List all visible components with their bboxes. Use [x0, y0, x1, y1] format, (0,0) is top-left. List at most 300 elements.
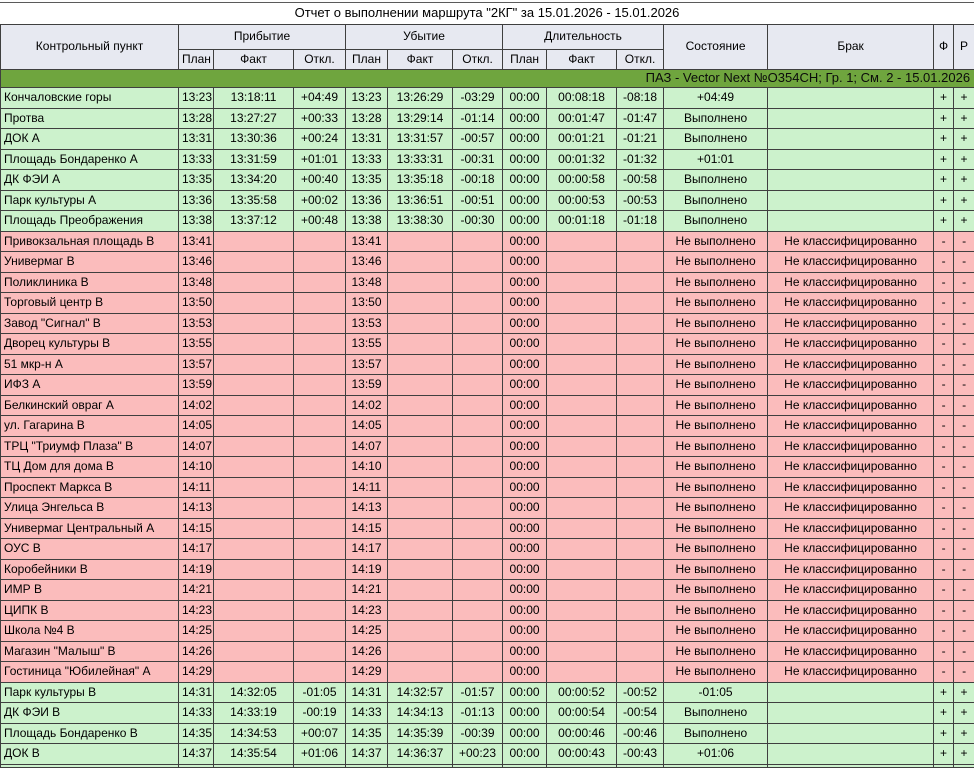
cell-departure-fact [388, 457, 453, 478]
cell-departure-fact: 13:31:57 [388, 129, 453, 150]
cell-departure-plan: 14:02 [346, 395, 388, 416]
cell-arrival-plan: 14:10 [179, 457, 214, 478]
cell-control-point: Магазин "Малыш" В [1, 641, 179, 662]
cell-control-point: Завод "Сигнал" В [1, 313, 179, 334]
cell-duration-plan: 00:00 [503, 703, 547, 724]
cell-departure-dev [453, 252, 503, 273]
cell-duration-fact [547, 252, 617, 273]
cell-duration-plan: 00:00 [503, 416, 547, 437]
cell-departure-fact [388, 662, 453, 683]
cell-duration-plan: 00:00 [503, 744, 547, 765]
cell-defect [768, 149, 934, 170]
cell-defect: Не классифицированно [768, 436, 934, 457]
table-row [1, 539, 974, 560]
cell-departure-plan: 14:17 [346, 539, 388, 560]
cell-p: - [954, 641, 974, 662]
cell-arrival-plan: 13:31 [179, 129, 214, 150]
cell-arrival-fact: 13:31:59 [214, 149, 294, 170]
cell-departure-fact: 13:36:51 [388, 190, 453, 211]
cell-partial [453, 764, 503, 767]
cell-control-point: ИМР В [1, 580, 179, 601]
cell-partial [954, 764, 974, 767]
cell-status: Не выполнено [664, 539, 768, 560]
cell-duration-dev [617, 477, 664, 498]
cell-duration-dev: -01:18 [617, 211, 664, 232]
cell-duration-fact [547, 334, 617, 355]
cell-arrival-plan: 13:48 [179, 272, 214, 293]
cell-duration-plan: 00:00 [503, 436, 547, 457]
cell-duration-dev [617, 580, 664, 601]
cell-duration-fact [547, 272, 617, 293]
cell-duration-fact [547, 457, 617, 478]
cell-duration-fact [547, 293, 617, 314]
cell-duration-dev [617, 600, 664, 621]
col-header-arrival-plan: План [179, 50, 214, 70]
cell-arrival-dev [294, 539, 346, 560]
cell-p: - [954, 457, 974, 478]
table-row [1, 211, 974, 232]
cell-arrival-dev [294, 580, 346, 601]
cell-departure-plan: 14:11 [346, 477, 388, 498]
cell-departure-plan: 14:15 [346, 518, 388, 539]
cell-control-point: Дворец культуры В [1, 334, 179, 355]
cell-status: Не выполнено [664, 354, 768, 375]
cell-departure-dev: -00:57 [453, 129, 503, 150]
cell-arrival-fact [214, 436, 294, 457]
cell-f: - [934, 539, 954, 560]
cell-arrival-plan: 13:57 [179, 354, 214, 375]
cell-arrival-dev: +00:02 [294, 190, 346, 211]
cell-p: + [954, 744, 974, 765]
header-group-row [1, 25, 974, 50]
cell-arrival-dev: +00:33 [294, 108, 346, 129]
cell-partial [388, 764, 453, 767]
cell-departure-dev [453, 600, 503, 621]
cell-f: - [934, 641, 954, 662]
cell-arrival-fact [214, 559, 294, 580]
cell-departure-plan: 14:26 [346, 641, 388, 662]
col-header-f: Ф [934, 25, 954, 70]
cell-duration-dev: -00:52 [617, 682, 664, 703]
col-header-duration: Длительность [503, 25, 664, 50]
cell-arrival-fact [214, 498, 294, 519]
cell-arrival-fact [214, 334, 294, 355]
cell-status: Не выполнено [664, 395, 768, 416]
cell-duration-plan: 00:00 [503, 539, 547, 560]
cell-arrival-dev: +01:01 [294, 149, 346, 170]
cell-departure-plan: 14:13 [346, 498, 388, 519]
cell-arrival-dev: -01:05 [294, 682, 346, 703]
cell-f: - [934, 416, 954, 437]
cell-defect [768, 170, 934, 191]
cell-defect: Не классифицированно [768, 334, 934, 355]
cell-p: - [954, 293, 974, 314]
cell-duration-plan: 00:00 [503, 293, 547, 314]
cell-arrival-plan: 14:21 [179, 580, 214, 601]
cell-arrival-plan: 13:41 [179, 231, 214, 252]
cell-arrival-fact: 13:18:11 [214, 88, 294, 109]
cell-defect [768, 744, 934, 765]
cell-departure-fact [388, 436, 453, 457]
cell-arrival-dev [294, 477, 346, 498]
cell-duration-plan: 00:00 [503, 498, 547, 519]
table-row [1, 334, 974, 355]
cell-duration-dev: -08:18 [617, 88, 664, 109]
table-row [1, 641, 974, 662]
cell-departure-plan: 14:21 [346, 580, 388, 601]
cell-f: - [934, 662, 954, 683]
table-row [1, 231, 974, 252]
cell-departure-plan: 13:59 [346, 375, 388, 396]
cell-defect: Не классифицированно [768, 518, 934, 539]
cell-duration-fact: 00:00:54 [547, 703, 617, 724]
table-row [1, 436, 974, 457]
cell-control-point: Проспект Маркса В [1, 477, 179, 498]
cell-duration-fact: 00:01:18 [547, 211, 617, 232]
cell-departure-fact: 13:38:30 [388, 211, 453, 232]
cell-departure-fact [388, 559, 453, 580]
cell-duration-dev [617, 395, 664, 416]
cell-defect [768, 88, 934, 109]
cell-control-point: Улица Энгельса В [1, 498, 179, 519]
cell-arrival-dev: +00:40 [294, 170, 346, 191]
cell-status: Не выполнено [664, 498, 768, 519]
table-row [1, 416, 974, 437]
cell-defect [768, 723, 934, 744]
cell-departure-dev: -00:18 [453, 170, 503, 191]
cell-defect [768, 129, 934, 150]
cell-f: - [934, 293, 954, 314]
cell-f: - [934, 334, 954, 355]
cell-p: - [954, 252, 974, 273]
cell-p: - [954, 559, 974, 580]
cell-p: - [954, 518, 974, 539]
cell-f: - [934, 354, 954, 375]
cell-arrival-fact: 14:34:53 [214, 723, 294, 744]
cell-duration-fact [547, 436, 617, 457]
cell-arrival-plan: 14:05 [179, 416, 214, 437]
cell-status: Не выполнено [664, 252, 768, 273]
cell-status: Выполнено [664, 723, 768, 744]
cell-status: Выполнено [664, 108, 768, 129]
cell-f: + [934, 682, 954, 703]
cell-partial [179, 764, 214, 767]
table-row [1, 723, 974, 744]
cell-p: - [954, 580, 974, 601]
table-row-partial [1, 764, 974, 767]
cell-duration-fact: 00:01:47 [547, 108, 617, 129]
table-row [1, 375, 974, 396]
cell-duration-dev [617, 498, 664, 519]
cell-arrival-dev [294, 518, 346, 539]
cell-f: - [934, 272, 954, 293]
cell-control-point: Кончаловские горы [1, 88, 179, 109]
cell-departure-plan: 14:35 [346, 723, 388, 744]
col-header-arrival-fact: Факт [214, 50, 294, 70]
table-row [1, 272, 974, 293]
cell-duration-dev [617, 334, 664, 355]
cell-arrival-plan: 13:36 [179, 190, 214, 211]
cell-status: Не выполнено [664, 580, 768, 601]
cell-duration-fact [547, 621, 617, 642]
cell-duration-fact [547, 477, 617, 498]
cell-status: Не выполнено [664, 375, 768, 396]
cell-defect: Не классифицированно [768, 641, 934, 662]
cell-status: Не выполнено [664, 600, 768, 621]
cell-arrival-dev [294, 293, 346, 314]
cell-duration-fact [547, 641, 617, 662]
cell-duration-fact: 00:00:58 [547, 170, 617, 191]
cell-departure-fact: 14:36:37 [388, 744, 453, 765]
cell-f: + [934, 190, 954, 211]
cell-arrival-fact [214, 662, 294, 683]
cell-p: - [954, 436, 974, 457]
cell-departure-fact [388, 252, 453, 273]
cell-departure-dev [453, 580, 503, 601]
cell-p: + [954, 723, 974, 744]
cell-control-point: ОУС В [1, 539, 179, 560]
cell-control-point: Торговый центр В [1, 293, 179, 314]
cell-f: - [934, 498, 954, 519]
cell-duration-dev [617, 313, 664, 334]
cell-arrival-plan: 14:07 [179, 436, 214, 457]
table-row [1, 457, 974, 478]
cell-arrival-plan: 14:37 [179, 744, 214, 765]
cell-arrival-dev: +01:06 [294, 744, 346, 765]
cell-control-point: Коробейники В [1, 559, 179, 580]
cell-f: - [934, 313, 954, 334]
cell-f: + [934, 211, 954, 232]
cell-arrival-plan: 14:17 [179, 539, 214, 560]
cell-departure-dev [453, 334, 503, 355]
cell-arrival-dev [294, 436, 346, 457]
cell-control-point: ДК ФЭИ В [1, 703, 179, 724]
cell-f: - [934, 600, 954, 621]
table-row [1, 477, 974, 498]
cell-departure-plan: 13:28 [346, 108, 388, 129]
cell-arrival-plan: 14:15 [179, 518, 214, 539]
cell-departure-dev: -00:51 [453, 190, 503, 211]
cell-defect [768, 703, 934, 724]
table-row [1, 682, 974, 703]
cell-defect: Не классифицированно [768, 539, 934, 560]
cell-control-point: Привокзальная площадь В [1, 231, 179, 252]
cell-duration-dev [617, 518, 664, 539]
cell-arrival-fact [214, 231, 294, 252]
cell-defect: Не классифицированно [768, 662, 934, 683]
cell-departure-fact [388, 498, 453, 519]
cell-control-point: Поликлиника В [1, 272, 179, 293]
cell-departure-plan: 13:31 [346, 129, 388, 150]
cell-p: - [954, 272, 974, 293]
cell-duration-plan: 00:00 [503, 211, 547, 232]
cell-duration-fact [547, 498, 617, 519]
cell-duration-plan: 00:00 [503, 108, 547, 129]
cell-f: - [934, 518, 954, 539]
cell-f: + [934, 108, 954, 129]
table-row [1, 88, 974, 109]
cell-departure-dev: -01:14 [453, 108, 503, 129]
cell-duration-fact [547, 580, 617, 601]
cell-arrival-dev: +04:49 [294, 88, 346, 109]
cell-defect: Не классифицированно [768, 313, 934, 334]
cell-arrival-dev [294, 416, 346, 437]
cell-departure-plan: 13:38 [346, 211, 388, 232]
cell-status: Выполнено [664, 129, 768, 150]
table-row [1, 518, 974, 539]
cell-defect: Не классифицированно [768, 559, 934, 580]
cell-control-point: Протва [1, 108, 179, 129]
table-row [1, 703, 974, 724]
col-header-control-point: Контрольный пункт [1, 25, 179, 70]
cell-duration-plan: 00:00 [503, 129, 547, 150]
cell-departure-fact: 13:29:14 [388, 108, 453, 129]
cell-departure-dev [453, 621, 503, 642]
cell-departure-dev: -00:31 [453, 149, 503, 170]
cell-departure-dev [453, 231, 503, 252]
cell-duration-dev: -00:43 [617, 744, 664, 765]
cell-f: - [934, 559, 954, 580]
cell-departure-dev [453, 395, 503, 416]
cell-departure-fact [388, 621, 453, 642]
cell-status: -01:05 [664, 682, 768, 703]
cell-duration-dev [617, 272, 664, 293]
cell-arrival-dev [294, 498, 346, 519]
cell-f: + [934, 744, 954, 765]
table-row [1, 149, 974, 170]
cell-departure-plan: 14:23 [346, 600, 388, 621]
cell-status: +01:01 [664, 149, 768, 170]
cell-duration-plan: 00:00 [503, 518, 547, 539]
col-header-defect: Брак [768, 25, 934, 70]
cell-departure-plan: 13:46 [346, 252, 388, 273]
cell-p: + [954, 88, 974, 109]
cell-control-point: ЦИПК В [1, 600, 179, 621]
table-row [1, 580, 974, 601]
cell-duration-fact [547, 518, 617, 539]
cell-duration-fact: 00:00:53 [547, 190, 617, 211]
cell-partial [346, 764, 388, 767]
cell-arrival-fact: 13:35:58 [214, 190, 294, 211]
cell-defect: Не классифицированно [768, 375, 934, 396]
cell-f: - [934, 457, 954, 478]
cell-defect: Не классифицированно [768, 477, 934, 498]
cell-departure-dev [453, 457, 503, 478]
cell-departure-plan: 14:19 [346, 559, 388, 580]
cell-duration-dev [617, 416, 664, 437]
cell-duration-plan: 00:00 [503, 395, 547, 416]
cell-status: Не выполнено [664, 334, 768, 355]
cell-arrival-plan: 13:23 [179, 88, 214, 109]
col-header-departure-fact: Факт [388, 50, 453, 70]
cell-arrival-plan: 13:38 [179, 211, 214, 232]
cell-defect: Не классифицированно [768, 354, 934, 375]
cell-duration-dev: -00:53 [617, 190, 664, 211]
cell-departure-dev [453, 354, 503, 375]
cell-arrival-fact: 13:34:20 [214, 170, 294, 191]
cell-departure-plan: 14:07 [346, 436, 388, 457]
cell-departure-fact [388, 416, 453, 437]
cell-arrival-fact [214, 477, 294, 498]
cell-status: Не выполнено [664, 293, 768, 314]
cell-departure-plan: 13:57 [346, 354, 388, 375]
table-row [1, 744, 974, 765]
col-header-duration-dev: Откл. [617, 50, 664, 70]
cell-defect: Не классифицированно [768, 252, 934, 273]
cell-arrival-fact: 14:32:05 [214, 682, 294, 703]
table-row [1, 395, 974, 416]
report-title: Отчет о выполнении маршрута "2КГ" за 15.01.2026 - 15.01.2026 [294, 5, 680, 20]
cell-duration-plan: 00:00 [503, 457, 547, 478]
cell-duration-fact [547, 416, 617, 437]
cell-status: Не выполнено [664, 621, 768, 642]
cell-arrival-dev [294, 334, 346, 355]
cell-arrival-dev [294, 272, 346, 293]
cell-arrival-dev [294, 313, 346, 334]
cell-arrival-dev [294, 621, 346, 642]
cell-departure-dev [453, 272, 503, 293]
cell-departure-plan: 13:33 [346, 149, 388, 170]
cell-arrival-plan: 14:35 [179, 723, 214, 744]
cell-arrival-fact [214, 641, 294, 662]
cell-departure-plan: 14:33 [346, 703, 388, 724]
cell-p: - [954, 313, 974, 334]
cell-departure-plan: 14:25 [346, 621, 388, 642]
cell-p: + [954, 190, 974, 211]
cell-p: - [954, 375, 974, 396]
cell-f: - [934, 375, 954, 396]
cell-duration-dev: -00:58 [617, 170, 664, 191]
cell-p: + [954, 149, 974, 170]
cell-defect: Не классифицированно [768, 498, 934, 519]
cell-defect: Не классифицированно [768, 293, 934, 314]
cell-departure-plan: 14:10 [346, 457, 388, 478]
cell-duration-dev [617, 293, 664, 314]
cell-duration-fact [547, 559, 617, 580]
cell-arrival-fact [214, 375, 294, 396]
cell-departure-fact: 14:34:13 [388, 703, 453, 724]
cell-departure-plan: 13:35 [346, 170, 388, 191]
cell-defect [768, 190, 934, 211]
cell-partial [1, 764, 179, 767]
cell-f: + [934, 170, 954, 191]
cell-f: + [934, 149, 954, 170]
cell-status: Выполнено [664, 170, 768, 191]
cell-partial [768, 764, 934, 767]
cell-duration-plan: 00:00 [503, 354, 547, 375]
cell-p: + [954, 703, 974, 724]
cell-control-point: ДОК А [1, 129, 179, 150]
cell-f: - [934, 252, 954, 273]
cell-duration-dev [617, 662, 664, 683]
cell-departure-dev [453, 518, 503, 539]
cell-arrival-plan: 13:53 [179, 313, 214, 334]
cell-f: - [934, 477, 954, 498]
cell-departure-dev: -00:30 [453, 211, 503, 232]
cell-control-point: Универмаг В [1, 252, 179, 273]
cell-departure-plan: 14:37 [346, 744, 388, 765]
cell-duration-fact: 00:01:32 [547, 149, 617, 170]
cell-arrival-fact [214, 313, 294, 334]
cell-f: + [934, 723, 954, 744]
cell-departure-dev [453, 559, 503, 580]
cell-departure-plan: 13:50 [346, 293, 388, 314]
cell-departure-dev [453, 498, 503, 519]
cell-status: Выполнено [664, 211, 768, 232]
cell-p: + [954, 211, 974, 232]
cell-departure-dev [453, 293, 503, 314]
cell-departure-fact: 13:35:18 [388, 170, 453, 191]
